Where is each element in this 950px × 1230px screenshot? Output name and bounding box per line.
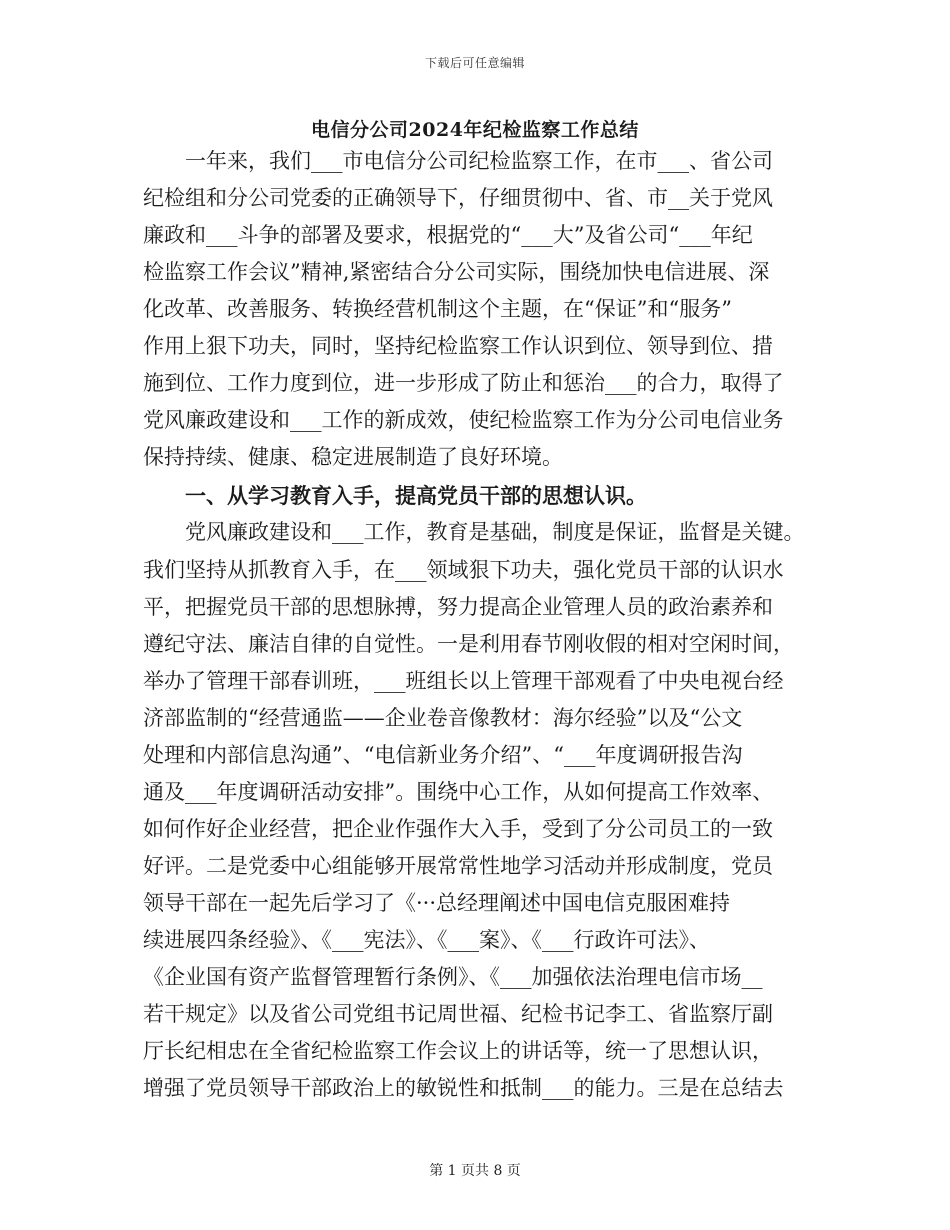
body-line: 化改革、改善服务、转换经营机制这个主题，在“保证”和“服务”	[143, 297, 732, 321]
body-line: 检监察工作会议”精神,紧密结合分公司实际，围绕加快电信进展、深	[143, 260, 770, 284]
body-line: 领导干部在一起先后学习了《···总经理阐述中国电信克服困难持	[143, 891, 731, 915]
body-line: 保持持续、健康、稳定进展制造了良好环境。	[143, 445, 563, 469]
body-line: 纪检组和分公司党委的正确领导下，仔细贯彻中、省、市__关于党风	[143, 186, 773, 210]
body-line: 党风廉政建设和___工作，教育是基础，制度是保证，监督是关键。	[185, 520, 805, 544]
body-line: 一年来，我们___市电信分公司纪检监察工作，在市___、省公司	[185, 149, 773, 173]
page-number: 第 1 页共 8 页	[429, 1163, 521, 1179]
body-line: 续进展四条经验》、《___宪法》、《___案》、《___行政许可法》、	[143, 928, 710, 952]
body-line: 好评。二是党委中心组能够开展常常性地学习活动并形成制度，党员	[143, 854, 773, 878]
body-line: 我们坚持从抓教育入手，在___领域狠下功夫，强化党员干部的认识水	[143, 558, 784, 582]
body-line: 若干规定》以及省公司党组书记周世福、纪检书记李工、省监察厅副	[143, 1002, 773, 1026]
header-note: 下载后可任意编辑	[424, 56, 525, 70]
body-line: 廉政和___斗争的部署及要求，根据党的“___大”及省公司“___年纪	[143, 223, 753, 247]
body-line: 处理和内部信息沟通”、“电信新业务介绍”、“___年度调研报告沟	[143, 743, 743, 767]
body-line: 增强了党员领导干部政治上的敏锐性和抵制___的能力。三是在总结去	[143, 1076, 784, 1100]
body-line: 济部监制的“经营通监——企业卷音像教材：海尔经验”以及“公文	[143, 706, 743, 730]
body-line: 如何作好企业经营，把企业作强作大入手，受到了分公司员工的一致	[143, 817, 773, 841]
body-line: 厅长纪相忠在全省纪检监察工作会议上的讲话等，统一了思想认识，	[143, 1039, 773, 1063]
body-line: 遵纪守法、廉洁自律的自觉性。一是利用春节刚收假的相对空闲时间，	[143, 632, 794, 656]
body-line: 《企业国有资产监督管理暂行条例》、《___加强依法治理电信市场__	[143, 965, 763, 989]
body-line: 作用上狠下功夫，同时，坚持纪检监察工作认识到位、领导到位、措	[143, 334, 773, 358]
body-line: 通及___年度调研活动安排”。围绕中心工作，从如何提高工作效率、	[143, 780, 774, 804]
section-heading: 一、从学习教育入手，提高党员干部的思想认识。	[185, 483, 647, 508]
body-line: 平，把握党员干部的思想脉搏，努力提高企业管理人员的政治素养和	[143, 595, 773, 619]
document-title: 电信分公司2024年纪检监察工作总结	[311, 119, 639, 141]
body-line: 举办了管理干部春训班，___班组长以上管理干部观看了中央电视台经	[143, 669, 784, 693]
body-line: 党风廉政建设和___工作的新成效，使纪检监察工作为分公司电信业务	[143, 408, 784, 432]
body-line: 施到位、工作力度到位，进一步形成了防止和惩治___的合力，取得了	[143, 371, 784, 395]
